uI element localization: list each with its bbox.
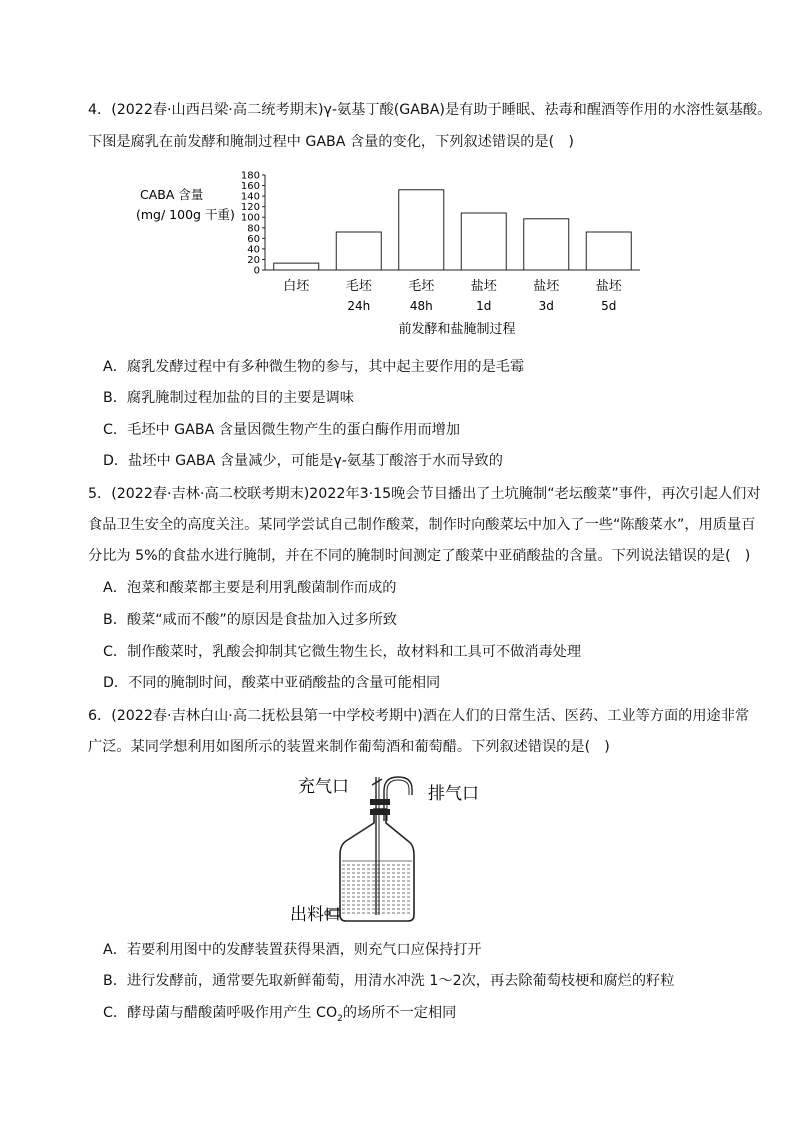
chart-x-tick-label: 白坯 xyxy=(283,279,310,294)
liquid-lines xyxy=(342,861,412,913)
chart-x-tick-sublabel: 3d xyxy=(538,299,554,313)
chart-x-tick-sublabel: 48h xyxy=(409,299,433,313)
q5-line2: 食品卫生安全的高度关注。某同学尝试自己制作酸菜，制作时向酸菜坛中加入了一些“陈酸菜水”，用质量百 xyxy=(88,517,756,533)
chart-bars xyxy=(274,190,632,270)
exhaust-label: 排气口 xyxy=(428,784,479,804)
chart-bar xyxy=(399,190,444,270)
chart-xlabel: 前发酵和盐腌制过程 xyxy=(398,322,516,337)
chart-y-tick-label: 100 xyxy=(240,212,260,224)
q6-line1: 6．(2022春·吉林白山·高二抚松县第一中学校考期中)酒在人们的日常生活、医药、工业等方面的用途非常 xyxy=(88,708,750,724)
q5-option-d: D．不同的腌制时间，酸菜中亚硝酸盐的含量可能相同 xyxy=(103,675,441,691)
chart-x-tick-label: 毛坯 xyxy=(408,279,435,294)
q5-line3: 分比为 5%的食盐水进行腌制，并在不同的腌制时间测定了酸菜中亚硝酸盐的含量。下列说法错误的是( ) xyxy=(88,548,751,564)
chart-bar xyxy=(274,263,319,270)
chart-y-tick-label: 20 xyxy=(247,254,260,266)
q4-line2: 下图是腐乳在前发酵和腌制过程中 GABA 含量的变化，下列叙述错误的是( ) xyxy=(88,134,574,150)
inlet-clamp xyxy=(372,779,382,785)
q5-line1: 5．(2022春·吉林·高二校联考期末)2022年3·15晚会节目播出了土坑腌制“老坛酸菜”事件，再次引起人们对 xyxy=(88,486,761,502)
chart-x-tick-sublabel: 1d xyxy=(476,299,492,313)
chart-bar xyxy=(461,213,506,270)
q6-option-c-tail: 的场所不一定相同 xyxy=(342,1005,457,1021)
inlet-label: 充气口 xyxy=(298,777,349,797)
chart-x-tick-sublabel: 24h xyxy=(347,299,371,313)
q5-option-c: C．制作酸菜时，乳酸会抑制其它微生物生长，故材料和工具可不做消毒处理 xyxy=(103,644,582,660)
chart-axes xyxy=(265,175,640,270)
q6-option-a: A．若要利用图中的发酵装置获得果酒，则充气口应保持打开 xyxy=(103,942,482,958)
q4-option-c: C．毛坯中 GABA 含量因微生物产生的蛋白酶作用而增加 xyxy=(103,422,461,438)
chart-ylabel-line2: (mg/ 100g 干重) xyxy=(136,207,235,222)
chart-bar xyxy=(336,232,381,270)
discharge-label: 出料口 xyxy=(290,905,341,925)
gaba-bar-chart xyxy=(130,165,650,345)
chart-x-tick-sublabel: 5d xyxy=(601,299,617,313)
exhaust-tube-wall xyxy=(387,780,409,821)
fermentation-apparatus-diagram xyxy=(290,765,520,930)
q6-option-c-text: C．酵母菌与醋酸菌呼吸作用产生 CO xyxy=(103,1005,338,1021)
chart-ylabel-line1: CABA 含量 xyxy=(140,187,204,202)
chart-y-tick-label: 120 xyxy=(240,202,260,214)
chart-x-tick-label: 毛坯 xyxy=(345,279,372,294)
q5-option-a: A．泡菜和酸菜都主要是利用乳酸菌制作而成的 xyxy=(103,580,397,596)
chart-bar xyxy=(524,219,569,270)
q4-option-a: A．腐乳发酵过程中有多种微生物的参与，其中起主要作用的是毛霉 xyxy=(103,359,525,375)
q6-line2: 广泛。某同学想利用如图所示的装置来制作葡萄酒和葡萄醋。下列叙述错误的是( ) xyxy=(88,739,610,755)
q6-option-c xyxy=(103,1003,456,1029)
chart-x-tick-label: 盐坯 xyxy=(470,279,497,294)
chart-y-tick-label: 140 xyxy=(240,191,260,203)
q4-option-d: D．盐坯中 GABA 含量减少，可能是γ-氨基丁酸溶于水而导致的 xyxy=(103,453,503,469)
chart-bar xyxy=(586,232,631,270)
chart-y-tick-label: 180 xyxy=(240,170,260,182)
chart-y-tick-label: 40 xyxy=(247,244,260,256)
chart-y-tick-label: 160 xyxy=(240,181,260,193)
q6-option-b: B．进行发酵前，通常要先取新鲜葡萄，用清水冲洗 1～2次，再去除葡萄枝梗和腐烂的籽粒 xyxy=(103,973,675,989)
q5-option-b: B．酸菜“咸而不酸”的原因是食盐加入过多所致 xyxy=(103,612,397,628)
chart-y-tick-label: 0 xyxy=(253,265,260,277)
q4-line1: 4．(2022春·山西吕梁·高二统考期末)γ-氨基丁酸(GABA)是有助于睡眠、祛毒和醒酒等作用的水溶性氨基酸。 xyxy=(88,102,772,118)
chart-y-tick-label: 80 xyxy=(247,223,260,235)
chart-x-tick-label: 盐坯 xyxy=(595,279,622,294)
chart-y-ticks xyxy=(241,171,265,277)
chart-y-tick-label: 60 xyxy=(247,233,260,245)
q6-option-c-subscript: 2 xyxy=(337,1013,343,1024)
chart-x-tick-label: 盐坯 xyxy=(533,279,560,294)
q4-option-b: B．腐乳腌制过程加盐的目的主要是调味 xyxy=(103,390,354,406)
chart-x-labels xyxy=(283,278,623,313)
